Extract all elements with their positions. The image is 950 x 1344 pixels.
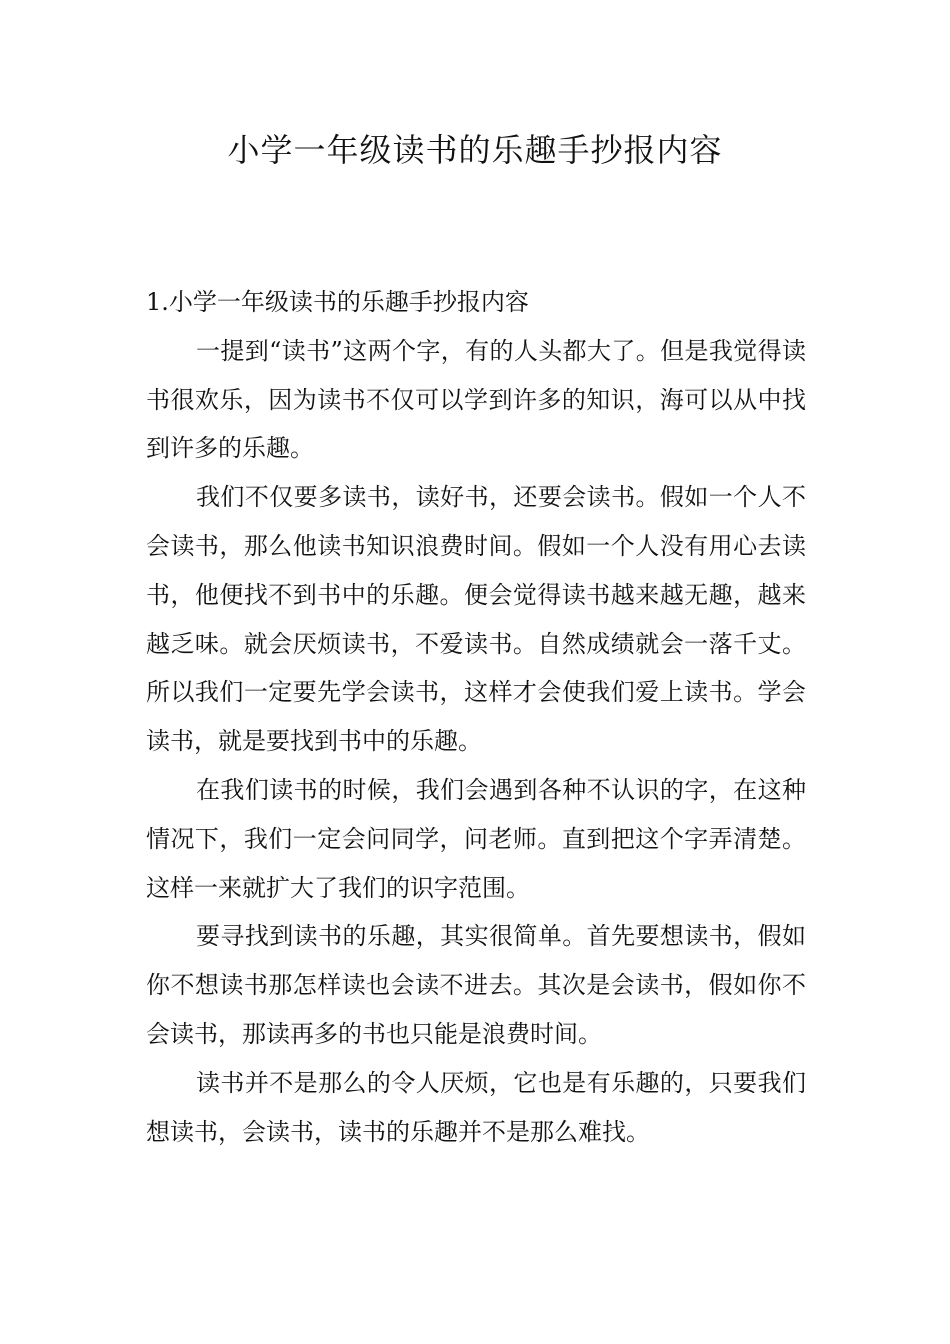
document-title: 小学一年级读书的乐趣手抄报内容 <box>227 131 723 169</box>
document-body <box>146 278 806 1156</box>
paragraph-1: 一提到“读书”这两个字，有的人头都大了。但是我觉得读书很欢乐，因为读书不仅可以学到许多的知识，海可以从中找到许多的乐趣。 <box>146 336 806 463</box>
section-heading: 1.小学一年级读书的乐趣手抄报内容 <box>146 288 529 316</box>
paragraph-4: 要寻找到读书的乐趣，其实很简单。首先要想读书，假如你不想读书那怎样读也会读不进去。其次是会读书，假如你不会读书，那读再多的书也只能是浪费时间。 <box>146 922 806 1048</box>
paragraph-3: 在我们读书的时候，我们会遇到各种不认识的字，在这种情况下，我们一定会问同学，问老师。直到把这个字弄清楚。这样一来就扩大了我们的识字范围。 <box>146 775 806 902</box>
paragraph-2: 我们不仅要多读书，读好书，还要会读书。假如一个人不会读书，那么他读书知识浪费时间。假如一个人没有用心去读书，他便找不到书中的乐趣。便会觉得读书越来越无趣，越来越乏味。就会厌烦读书，不爱读书。自然成绩就会一落千丈。所以我们一定要先学会读书，这样才会使我们爱上读书。学会读书，就是要找到书中的乐趣。 <box>146 483 806 756</box>
paragraph-5: 读书并不是那么的令人厌烦，它也是有乐趣的，只要我们想读书，会读书，读书的乐趣并不是那么难找。 <box>146 1068 806 1146</box>
